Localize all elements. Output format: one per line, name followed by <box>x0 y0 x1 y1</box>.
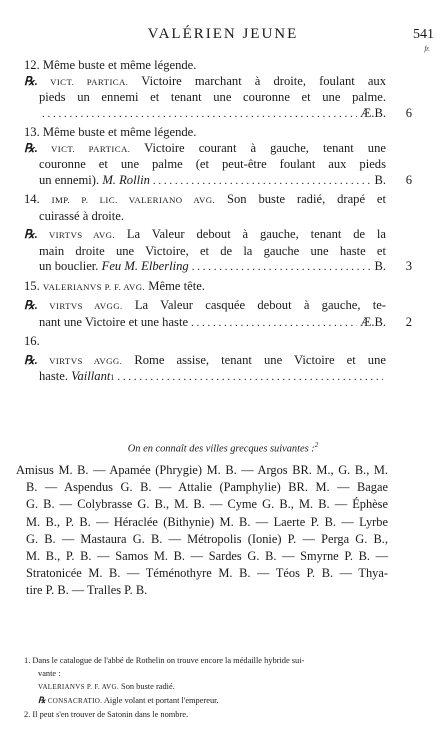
footnotes <box>24 654 384 721</box>
footnote-1-obverse <box>24 680 384 694</box>
footnote-text: Aigle volant et portant l'empereur. <box>103 696 219 705</box>
dot-leader <box>42 107 357 123</box>
obverse-text: Même buste et même légende. <box>42 125 197 139</box>
footnote-text: Il peut s'en trouver de Satonin dans le nombre. <box>32 710 189 719</box>
obverse-text: Même tête. <box>148 278 205 293</box>
page-number: 541 <box>413 27 434 42</box>
entry-number: 15. <box>24 278 40 293</box>
cities-line: G. B. — Mastaura G. B. — Métropolis (Ionie) P. — Perga G. B., <box>26 531 388 546</box>
catalogue-entry-12 <box>24 58 412 122</box>
cities-line: M. B., P. B. — Samos M. B. — Sardes G. B. — Smyrne P. B. — <box>26 549 388 564</box>
catalogue-entry-16 <box>24 334 386 386</box>
reverse-text: pieds un ennemi et tenant une couronne et une palme. <box>39 90 386 104</box>
reverse-symbol: ℞. <box>24 140 38 155</box>
reverse-text: un ennemi). <box>39 172 100 187</box>
reverse-symbol: ℞ <box>38 695 46 705</box>
reverse-text: Victoire marchant à droite, foulant aux <box>141 73 387 88</box>
running-title: VALÉRIEN JEUNE <box>147 26 299 42</box>
page-header <box>0 26 446 53</box>
cities-line: Stratonicée M. B. — Téménothyre M. B. — Téos P. B. — Thya- <box>26 566 388 581</box>
reverse-text: La Valeur debout à gauche, tenant de la <box>126 227 387 241</box>
reverse-symbol: ℞. <box>24 73 38 88</box>
page-sub-mark: fr. <box>424 45 430 53</box>
dot-leader <box>153 174 372 190</box>
specimen-count: 6 <box>405 172 412 187</box>
catalogue-entry-15 <box>24 278 412 332</box>
footnote-2 <box>24 708 384 721</box>
reverse-symbol: ℞. <box>24 352 38 367</box>
reverse-text: un bouclier. <box>39 259 99 273</box>
reverse-text: haste. <box>39 369 69 383</box>
catalogue-entry-13 <box>24 125 412 189</box>
metal-code: Æ.B. <box>360 105 386 120</box>
catalogue-body <box>24 58 412 386</box>
footnote-number: 2. <box>24 710 31 719</box>
footnote-text: Son buste radié. <box>121 682 175 691</box>
metal-code: B. <box>374 259 386 273</box>
reverse-text: Victoire courant à gauche, tenant une <box>144 140 386 155</box>
reverse-legend: VICT. PARTICA. <box>51 143 131 154</box>
obverse-text: Même buste et même légende. <box>42 58 197 72</box>
footnote-ref: 2 <box>314 441 319 449</box>
footnote-text: Dans le catalogue de l'abbé de Rothelin on trouve encore la médaille hybride sui- <box>32 656 305 665</box>
reverse-symbol: ℞. <box>24 227 38 241</box>
reverse-symbol: ℞. <box>24 298 38 312</box>
cities-line: Amisus M. B. — Apamée (Phrygie) M. B. — Argos BR. M., G. B., M. <box>16 463 388 477</box>
reverse-legend: VIRTVS AVGG. <box>49 301 123 311</box>
metal-code: Æ.B. <box>360 314 386 329</box>
footnote-1-cont <box>24 667 384 680</box>
entry-number: 14. <box>24 192 40 206</box>
reverse-text: Rome assise, tenant une Victoire et une <box>134 352 386 367</box>
obverse-text: Son buste radié, drapé et <box>226 192 387 206</box>
cities-line: G. B. — Colybrasse G. B., M. B. — Cyme G. B., M. B. — Éphèse <box>26 497 388 512</box>
footnote-1 <box>24 654 384 667</box>
cities-line: tire P. B. — Tralles P. B. <box>26 583 148 598</box>
reverse-text: couronne et une palme (et peut-être foulant aux pieds <box>39 157 386 171</box>
source-name: Feu M. Elberling <box>101 259 189 273</box>
reverse-legend: VIRTVS AVG. <box>48 230 116 240</box>
footnote-1-reverse <box>24 694 384 708</box>
entry-number: 12. <box>24 58 40 72</box>
source-name: M. Rollin <box>102 172 150 187</box>
cities-line: M. B., P. B. — Héraclée (Bithynie) M. B. — Laerte P. B. — Lyrbe <box>26 514 388 529</box>
reverse-text: main droite une Victoire, et de la gauche une haste et <box>39 243 386 258</box>
catalogue-entry-14 <box>24 192 412 276</box>
cities-line: B. — Aspendus G. B. — Attalie (Pamphylie) BR. M. — Bagae <box>26 480 388 495</box>
obverse-legend: VALERIANVS P. F. AVG. <box>42 281 146 292</box>
entry-number: 16. <box>24 334 40 348</box>
footnote-number: 1. <box>24 656 31 665</box>
specimen-count: 2 <box>405 314 412 329</box>
entry-number: 13. <box>24 125 40 139</box>
reverse-legend: VICT. PARTICA. <box>50 76 129 87</box>
reverse-legend: VIRTVS AVGG. <box>49 355 123 366</box>
dot-leader <box>191 316 357 332</box>
source-name: Vaillant <box>71 369 111 383</box>
specimen-count: 6 <box>405 105 412 120</box>
cities-heading-text: On en connaît des villes grecques suivantes : <box>127 443 315 455</box>
reverse-text: La Valeur casquée debout à gauche, te- <box>134 298 387 312</box>
footnote-legend: VALERIANVS P. F. AVG. <box>38 683 119 691</box>
dot-leader <box>192 260 372 276</box>
obverse-text: cuirassé à droite. <box>39 208 124 223</box>
cities-heading <box>0 441 446 454</box>
footnote-text: vante : <box>38 669 61 678</box>
reverse-text: nant une Victoire et une haste <box>39 314 189 329</box>
footnote-ref: 1 <box>110 373 115 382</box>
greek-cities-list <box>16 462 388 600</box>
obverse-legend: IMP. P. LIC. VALERIANO AVG. <box>51 195 216 205</box>
metal-code: B. <box>374 172 386 187</box>
specimen-count: 3 <box>405 259 412 273</box>
dot-leader <box>117 370 383 386</box>
footnote-legend: CONSACRATIO. <box>47 697 103 705</box>
